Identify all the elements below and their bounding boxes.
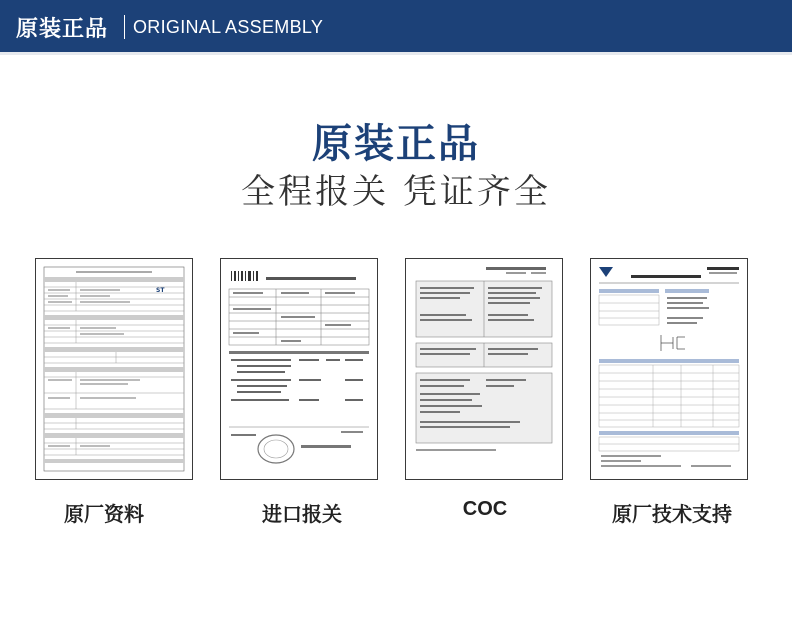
doc-card-datasheet <box>590 258 748 480</box>
header-title-en: ORIGINAL ASSEMBLY <box>133 17 324 37</box>
headline-main: 原装正品 <box>312 121 480 167</box>
headline-sub: 全程报关 凭证齐全 <box>241 172 551 212</box>
header-divider <box>124 15 125 39</box>
label-coc: COC <box>462 498 508 520</box>
doc-card-manufacturer <box>35 258 193 480</box>
datasheet-doc-image <box>591 259 747 479</box>
doc-card-customs <box>220 258 378 480</box>
label-technical-support: 原厂技术支持 <box>612 502 732 526</box>
customs-doc-image <box>221 259 377 479</box>
header-banner <box>0 0 792 55</box>
label-manufacturer-docs: 原厂资料 <box>64 502 144 526</box>
manufacturer-doc-image <box>36 259 192 479</box>
coc-doc-image <box>406 259 562 479</box>
label-customs-declaration: 进口报关 <box>262 502 342 526</box>
svg-text:ST: ST <box>156 287 165 294</box>
doc-card-coc <box>405 258 563 480</box>
header-title-cn: 原装正品 <box>16 17 109 42</box>
